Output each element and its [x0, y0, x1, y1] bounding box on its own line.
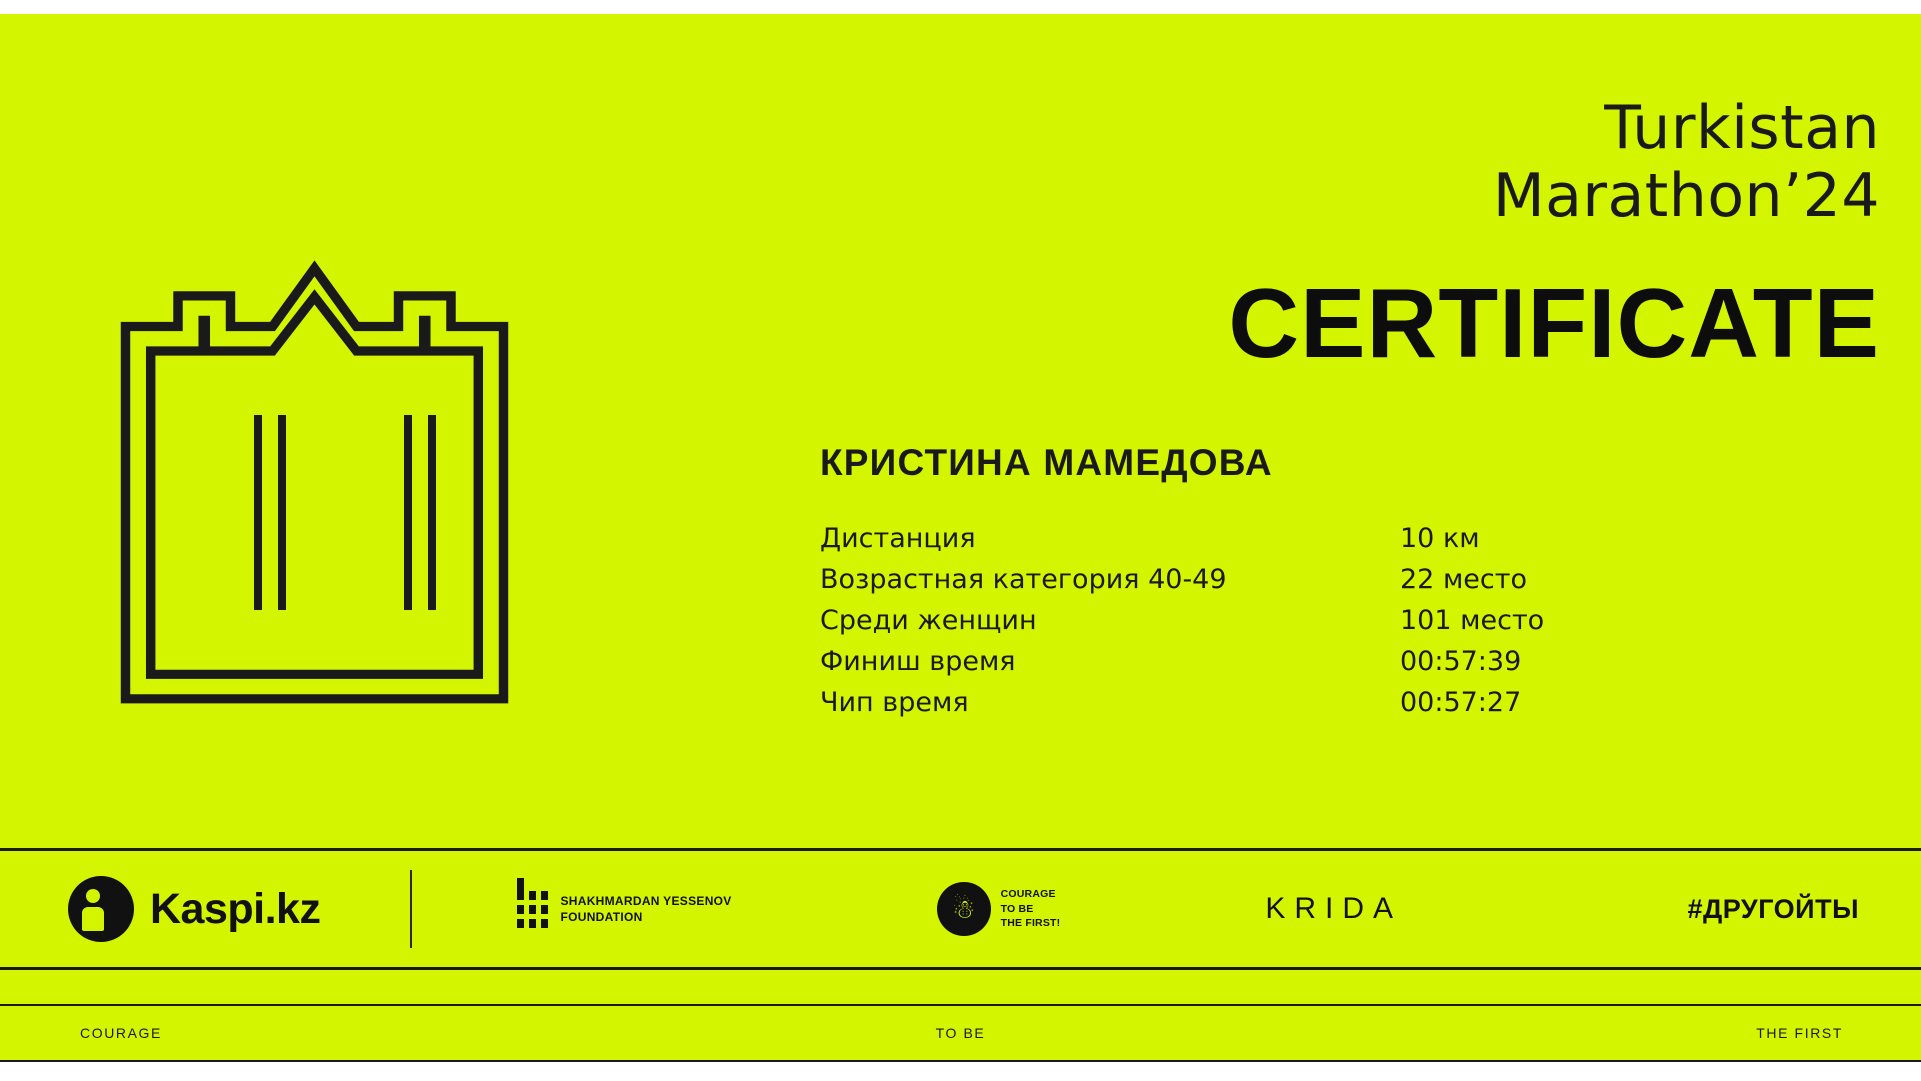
tagline-left: COURAGE — [80, 1025, 162, 1041]
detail-label: Среди женщин — [820, 604, 1037, 636]
sponsor-courage-fund — [937, 851, 1061, 967]
detail-value: 101 место — [1400, 604, 1545, 636]
tagline-center: TO BE — [935, 1025, 986, 1041]
sponsor-bar — [0, 848, 1921, 970]
result-details — [820, 518, 1880, 723]
yessenov-label — [560, 893, 731, 925]
courage-fund-line1: COURAGE — [1000, 887, 1056, 900]
detail-row — [820, 600, 1880, 641]
sponsor-drugoity: #ДРУГОЙТЫ — [1687, 893, 1859, 924]
courage-fund-label — [1001, 887, 1061, 931]
sponsor-yessenov — [517, 851, 731, 967]
courage-fund-line3: THE FIRST! — [1000, 917, 1061, 930]
detail-row — [820, 641, 1880, 682]
kaspi-logo-icon — [68, 876, 134, 942]
yessenov-bars-icon — [517, 891, 548, 928]
detail-value: 10 км — [1400, 522, 1480, 554]
page-title: CERTIFICATE — [1228, 267, 1880, 378]
sponsor-kaspi — [68, 851, 320, 967]
certificate-content — [820, 95, 1880, 723]
athlete-name: КРИСТИНА МАМЕДОВА — [820, 441, 1273, 483]
yessenov-line1: SHAKHMARDAN YESSENOV — [560, 893, 732, 908]
courage-fund-icon: ☃ — [937, 882, 991, 936]
detail-value: 00:57:39 — [1400, 645, 1522, 677]
detail-label: Чип время — [820, 686, 969, 718]
detail-label: Дистанция — [820, 522, 976, 554]
yessenov-line2: FOUNDATION — [560, 910, 643, 924]
detail-value: 22 место — [1400, 563, 1528, 595]
courage-fund-line2: TO BE — [1000, 902, 1034, 915]
detail-row — [820, 682, 1880, 723]
bottom-white-strip — [0, 1062, 1921, 1081]
mausoleum-emblem-icon — [60, 235, 620, 735]
detail-row — [820, 518, 1880, 559]
detail-row — [820, 559, 1880, 600]
sponsor-divider — [410, 870, 412, 948]
detail-value: 00:57:27 — [1400, 686, 1522, 718]
tagline-right: THE FIRST — [1756, 1025, 1843, 1041]
event-title — [820, 95, 1880, 231]
detail-label: Финиш время — [820, 645, 1016, 677]
event-title-line2: Marathon’24 — [1492, 160, 1880, 231]
kaspi-label: Kaspi.kz — [150, 884, 321, 933]
sponsor-krida: KRIDA — [1265, 892, 1403, 925]
tagline-bar — [0, 1004, 1921, 1062]
event-title-line1: Turkistan — [1604, 93, 1880, 163]
detail-label: Возрастная категория 40-49 — [820, 563, 1227, 595]
top-white-strip — [0, 0, 1921, 14]
